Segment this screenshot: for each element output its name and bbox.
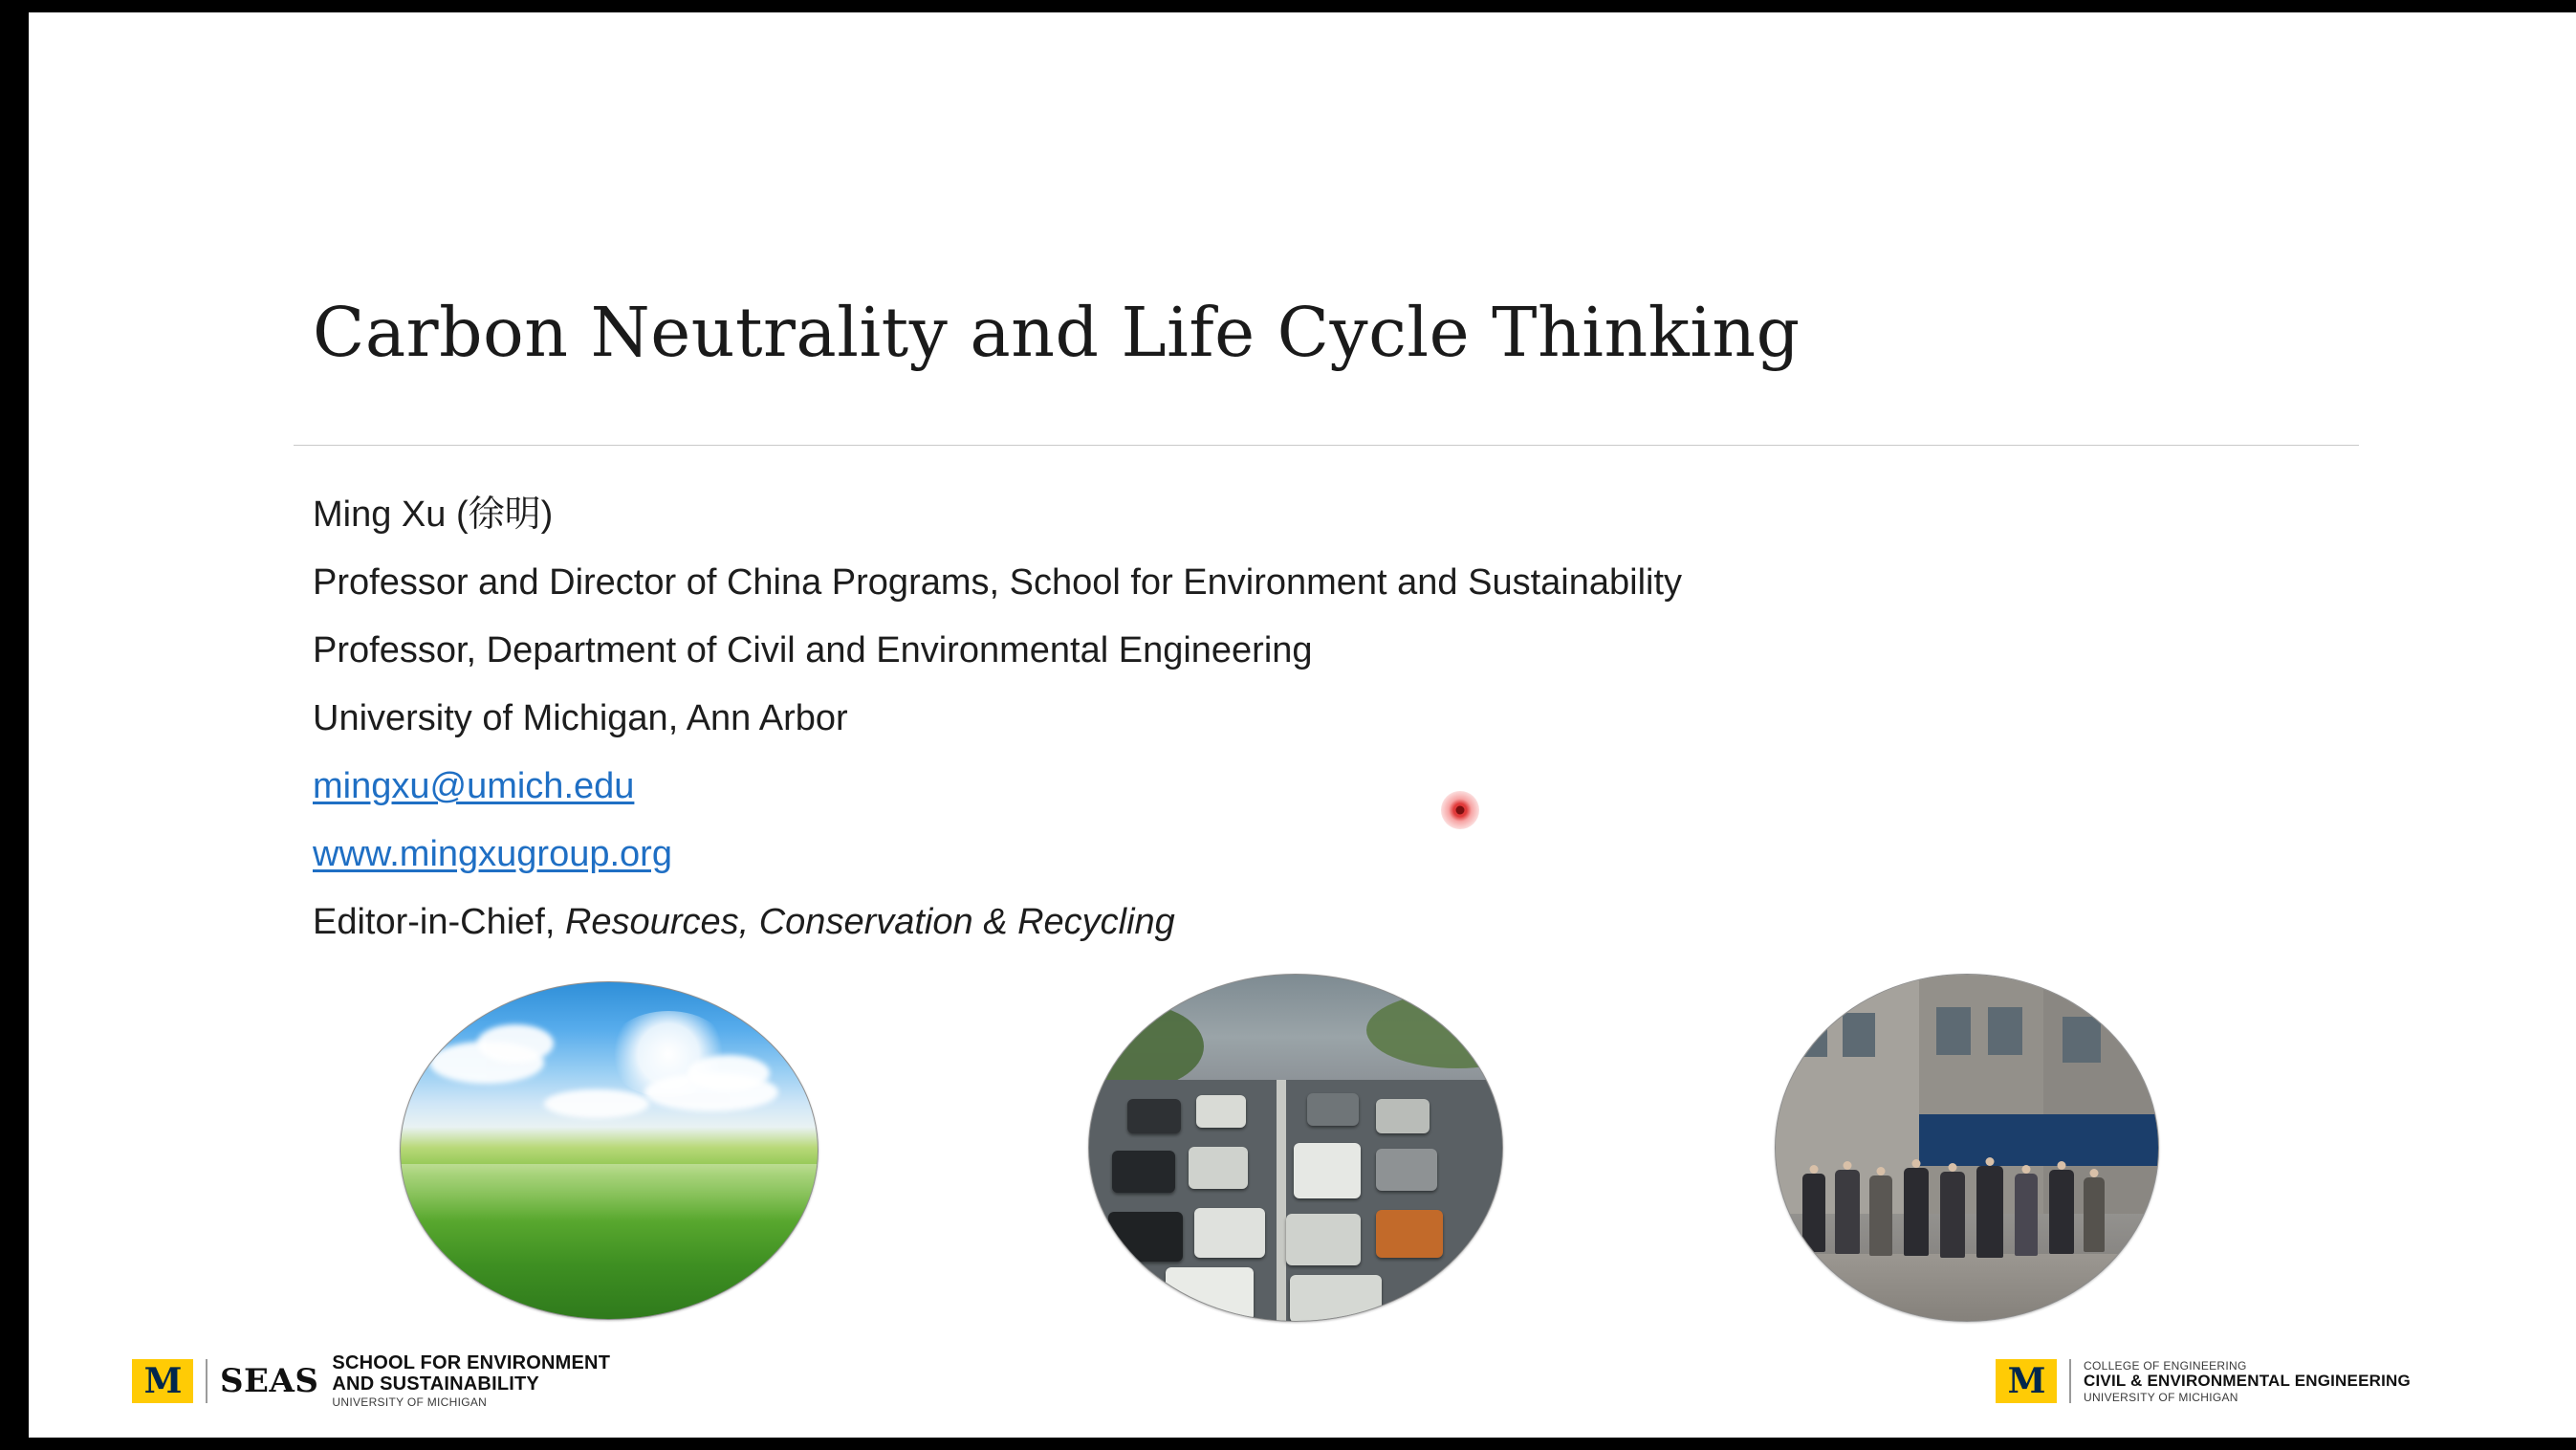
website-link[interactable]: www.mingxugroup.org — [313, 834, 672, 874]
pedestrian — [1835, 1170, 1860, 1254]
cloud-shape — [688, 1055, 770, 1091]
editor-line — [313, 889, 2321, 956]
vehicle — [1108, 1212, 1183, 1262]
roadside-vegetation — [1366, 992, 1503, 1068]
body-line-author: Ming Xu (徐明) — [313, 494, 554, 535]
logo-divider — [206, 1359, 207, 1403]
window — [1843, 1013, 1875, 1057]
van-vehicle — [1294, 1143, 1361, 1198]
shopfront-awning — [1919, 1114, 2158, 1166]
body-line-role-2: Professor, Department of Civil and Environmental Engineering — [313, 630, 1313, 670]
pedestrian — [1940, 1172, 1965, 1258]
pedestrian — [2084, 1177, 2105, 1252]
body-line-affiliation: University of Michigan, Ann Arbor — [313, 698, 848, 738]
seas-line-3: UNIVERSITY OF MICHIGAN — [332, 1395, 488, 1410]
green-field-photo — [400, 981, 819, 1320]
vehicle — [1307, 1093, 1359, 1126]
cloud-shape — [477, 1024, 554, 1063]
vehicle — [1376, 1210, 1443, 1258]
seas-line-1: SCHOOL FOR ENVIRONMENT — [332, 1351, 611, 1373]
slide-canvas — [29, 12, 2576, 1438]
roadside-vegetation — [1088, 1003, 1204, 1089]
vehicle — [1127, 1099, 1181, 1133]
pedestrian — [1869, 1175, 1892, 1256]
seas-line-2: AND SUSTAINABILITY — [332, 1373, 539, 1395]
pavement — [1776, 1254, 2158, 1321]
window — [2063, 1017, 2101, 1063]
vehicle — [1376, 1149, 1437, 1191]
email-link[interactable]: mingxu@umich.edu — [313, 766, 635, 806]
michigan-block-m-icon: M — [132, 1359, 193, 1403]
cee-logo — [1996, 1351, 2411, 1411]
field-highlight — [401, 1164, 818, 1221]
window — [1988, 1007, 2022, 1055]
cloud-shape — [544, 1089, 649, 1118]
slide-body — [313, 481, 2321, 956]
pedestrian — [1976, 1166, 2003, 1258]
seas-logo — [132, 1351, 610, 1411]
michigan-block-m-icon: M — [1996, 1359, 2057, 1403]
cursor-dot — [1456, 806, 1465, 815]
website-line — [313, 821, 2321, 889]
seas-wordmark: SEAS — [220, 1362, 319, 1400]
window — [1795, 1013, 1827, 1057]
cursor-click-indicator — [1441, 791, 1479, 829]
body-line-role-1: Professor and Director of China Programs, School for Environment and Sustainability — [313, 562, 1683, 603]
window — [1936, 1007, 1971, 1055]
vehicle — [1112, 1151, 1175, 1193]
cee-logo-text — [2084, 1358, 2411, 1404]
title-divider — [294, 445, 2359, 446]
cee-line-3: UNIVERSITY OF MICHIGAN — [2084, 1391, 2238, 1405]
cee-line-1: COLLEGE OF ENGINEERING — [2084, 1358, 2247, 1373]
pedestrian — [2049, 1170, 2074, 1254]
vehicle — [1376, 1099, 1430, 1133]
street-crowd-photo — [1775, 974, 2159, 1322]
pedestrian — [2015, 1174, 2038, 1256]
seas-logo-text — [332, 1353, 610, 1409]
vehicle — [1166, 1267, 1254, 1321]
vehicle — [1286, 1214, 1361, 1265]
page-title: Carbon Neutrality and Life Cycle Thinking — [313, 293, 1801, 372]
pedestrian — [1904, 1168, 1929, 1256]
lane-divider — [1277, 1080, 1286, 1322]
vehicle — [1290, 1275, 1382, 1322]
vehicle — [1189, 1147, 1248, 1189]
vehicle — [1196, 1095, 1246, 1128]
email-line — [313, 753, 2321, 821]
editor-role-label: Editor-in-Chief, — [313, 902, 565, 942]
vehicle — [1194, 1208, 1265, 1258]
pedestrian — [1802, 1174, 1825, 1252]
logo-divider — [2069, 1359, 2071, 1403]
journal-title: Resources, Conservation & Recycling — [564, 902, 1175, 942]
traffic-jam-photo — [1088, 974, 1503, 1322]
cee-line-2: CIVIL & ENVIRONMENTAL ENGINEERING — [2084, 1371, 2411, 1390]
